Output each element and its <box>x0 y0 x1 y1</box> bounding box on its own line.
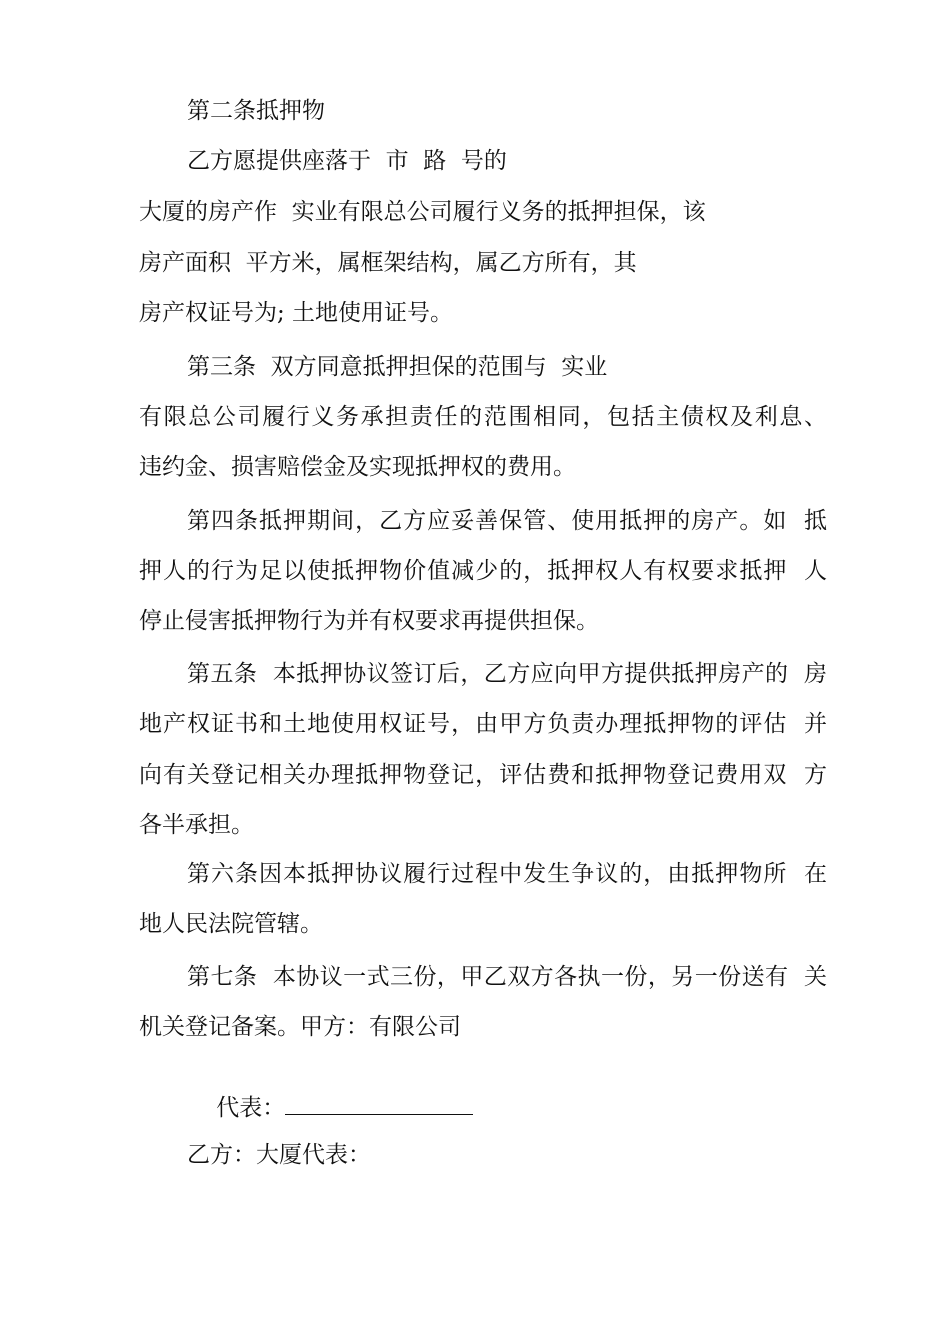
text-line: 机关登记备案。甲方：有限公司 <box>139 1014 461 1040</box>
article-4-line: 第四条抵押期间，乙方应妥善保管、使用抵押的房产。如 抵 <box>187 508 827 534</box>
article-6-line: 第六条因本抵押协议履行过程中发生争议的，由抵押物所 在 <box>187 861 827 887</box>
text-line: 大厦的房产作 实业有限总公司履行义务的抵押担保，该 <box>139 199 706 225</box>
text-line: 房产权证号为; 土地使用证号。 <box>139 300 454 326</box>
article-5-line: 第五条 本抵押协议签订后，乙方应向甲方提供抵押房产的 房 <box>187 661 827 687</box>
party-b-label: 乙方：大厦代表： <box>187 1142 371 1168</box>
party-a-rep-label: 代表： <box>216 1095 286 1121</box>
text-line: 乙方愿提供座落于 市 路 号的 <box>187 148 507 174</box>
text-line: 押人的行为足以使抵押物价值减少的，抵押权人有权要求抵押 人 <box>139 558 827 584</box>
signature-blank-line <box>285 1094 473 1115</box>
text-line: 向有关登记相关办理抵押物登记，评估费和抵押物登记费用双 方 <box>139 762 827 788</box>
article-7-line: 第七条 本协议一式三份，甲乙双方各执一份，另一份送有 关 <box>187 964 827 990</box>
text-line: 房产面积 平方米，属框架结构，属乙方所有，其 <box>139 250 637 276</box>
text-line: 违约金、损害赔偿金及实现抵押权的费用。 <box>139 454 576 480</box>
text-line: 地产权证书和土地使用权证号，由甲方负责办理抵押物的评估 并 <box>139 711 827 737</box>
text-line: 停止侵害抵押物行为并有权要求再提供担保。 <box>139 608 599 634</box>
text-line: 有限总公司履行义务承担责任的范围相同，包括主债权及利息、 <box>139 404 827 430</box>
text-line: 地人民法院管辖。 <box>139 911 323 937</box>
article-2-heading: 第二条抵押物 <box>187 98 325 124</box>
text-line: 各半承担。 <box>139 812 254 838</box>
article-3-line: 第三条 双方同意抵押担保的范围与 实业 <box>187 354 608 380</box>
